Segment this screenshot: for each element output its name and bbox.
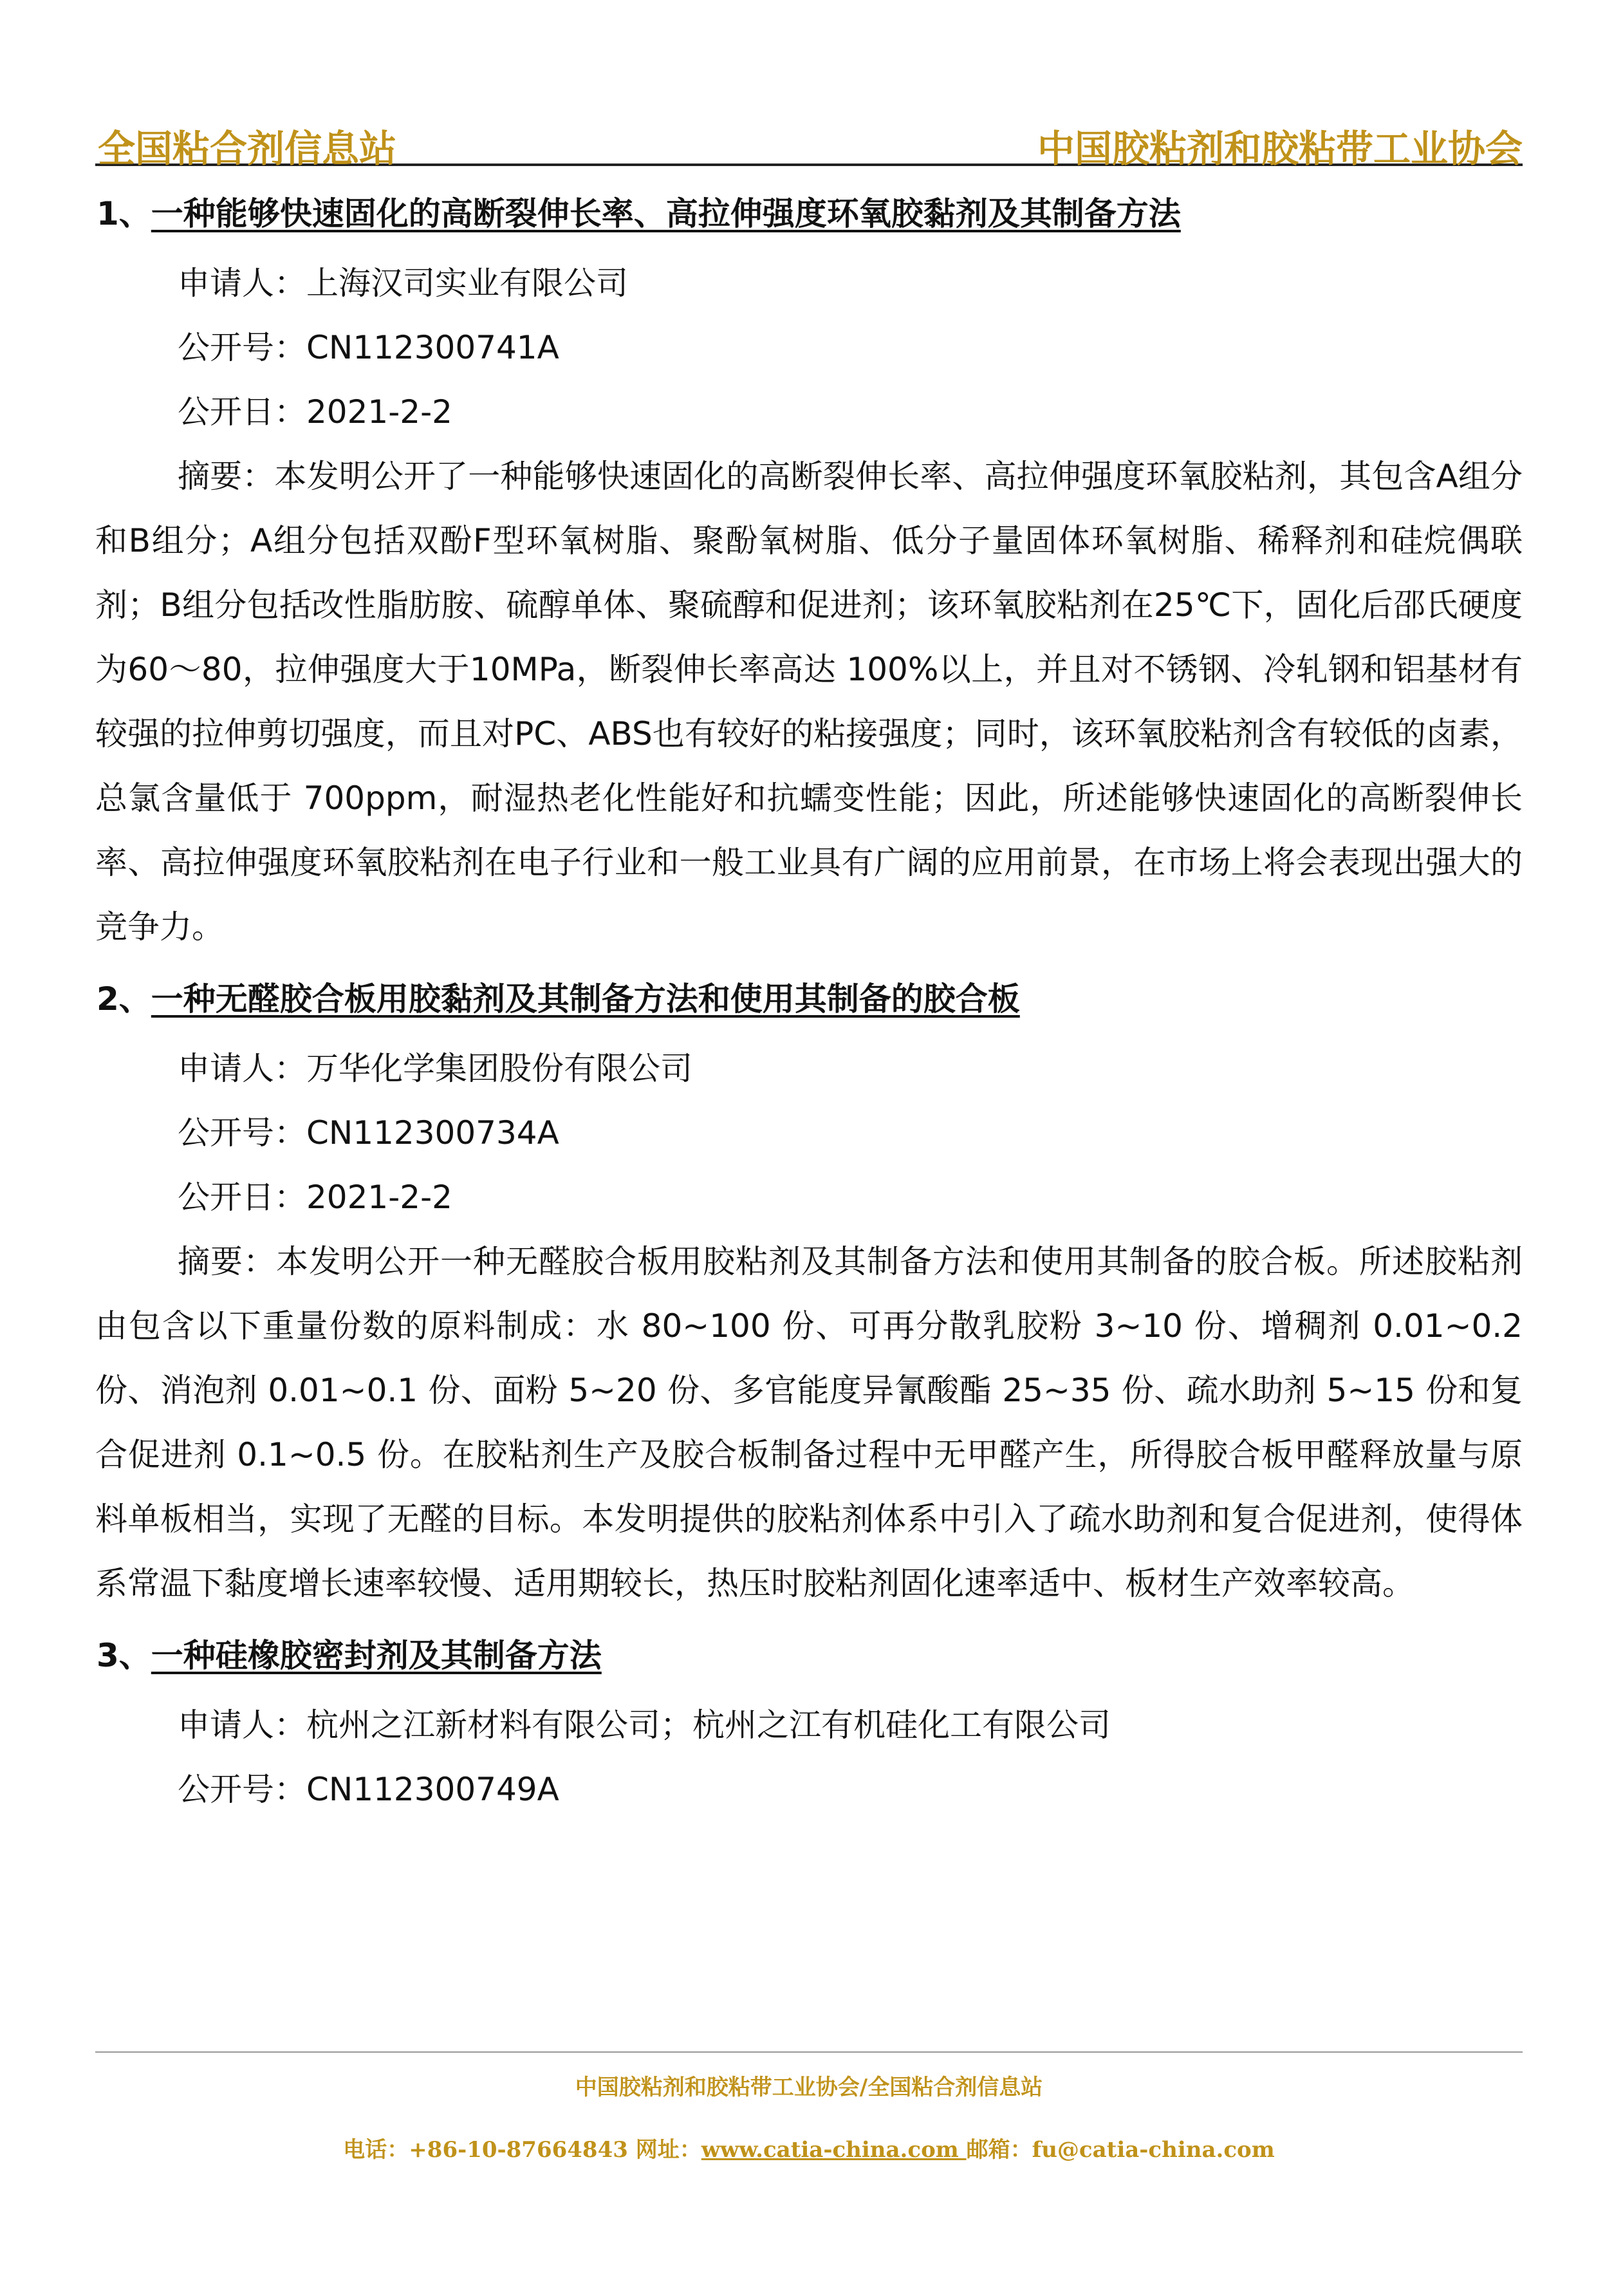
patent-number: 1、 — [97, 195, 151, 232]
publication-date: 公开日：2021-2-2 — [178, 1179, 452, 1216]
applicant: 申请人：万华化学集团股份有限公司 — [178, 1050, 692, 1087]
publication-number: 公开号：CN112300734A — [178, 1114, 559, 1152]
patent-title-text: 一种无醛胶合板用胶黏剂及其制备方法和使用其制备的胶合板 — [151, 980, 1020, 1018]
publication-number: 公开号：CN112300741A — [178, 329, 559, 366]
patent-title — [97, 976, 1523, 1022]
abstract: 摘要：本发明公开一种无醛胶合板用胶粘剂及其制备方法和使用其制备的胶合板。所述胶粘剂由包含以下重量份数的原料制成：水 80~100 份、可再分散乳胶粉 3~10 份、增稠剂 0.01~0.2 份、消泡剂 0.01~0.1 份、面粉 5~20 份、多官能度异氰酸酯 25~35 份、疏水助剂 5~15 份和复合促进剂 0.1~0.5 份。在胶粘剂生产及胶合板制备过程中无甲醛产生，所得胶合板甲醛释放量与原料单板相当，实现了无醛的目标。本发明提供的胶粘剂体系中引入了疏水助剂和复合促进剂，使得体系常温下黏度增长速率较慢、适用期较长，热压时胶粘剂固化速率适中、板材生产效率较高。 — [95, 1243, 1523, 1602]
abstract: 摘要：本发明公开了一种能够快速固化的高断裂伸长率、高拉伸强度环氧胶粘剂，其包含A组分和B组分；A组分包括双酚F型环氧树脂、聚酚氧树脂、低分子量固体环氧树脂、稀释剂和硅烷偶联剂；B组分包括改性脂肪胺、硫醇单体、聚硫醇和促进剂；该环氧胶粘剂在25℃下，固化后邵氏硬度为60～80，拉伸强度大于10MPa，断裂伸长率高达 100%以上，并且对不锈钢、冷轧钢和铝基材有较强的拉伸剪切强度，而且对PC、ABS也有较好的粘接强度；同时，该环氧胶粘剂含有较低的卤素，总氯含量低于 700ppm，耐湿热老化性能好和抗蠕变性能；因此，所述能够快速固化的高断裂伸长率、高拉伸强度环氧胶粘剂在电子行业和一般工业具有广阔的应用前景，在市场上将会表现出强大的竞争力。 — [95, 458, 1523, 946]
applicant: 申请人：上海汉司实业有限公司 — [178, 265, 628, 302]
patent-number: 2、 — [97, 980, 151, 1018]
footer-email: 邮箱：fu@catia-china.com — [966, 2137, 1275, 2163]
header-right-association-name: 中国胶粘剂和胶粘带工业协会 — [1037, 127, 1523, 171]
patent-title-text: 一种硅橡胶密封剂及其制备方法 — [151, 1637, 602, 1674]
patent-number: 3、 — [97, 1637, 151, 1674]
footer-phone: 电话：+86-10-87664843 网址： — [343, 2137, 701, 2163]
patent-entry-3 — [95, 1632, 1523, 1822]
publication-number: 公开号：CN112300749A — [178, 1771, 559, 1808]
publication-date: 公开日：2021-2-2 — [178, 393, 452, 431]
footer-organization: 中国胶粘剂和胶粘带工业协会/全国粘合剂信息站 — [575, 2075, 1043, 2100]
patent-title-text: 一种能够快速固化的高断裂伸长率、高拉伸强度环氧胶黏剂及其制备方法 — [151, 195, 1181, 232]
patent-entry-2 — [95, 976, 1523, 1616]
applicant: 申请人：杭州之江新材料有限公司；杭州之江有机硅化工有限公司 — [178, 1706, 1111, 1744]
footer-website-link[interactable]: www.catia-china.com — [701, 2137, 967, 2163]
page-header — [95, 115, 1523, 171]
patent-title — [97, 1632, 1523, 1679]
patent-title — [97, 191, 1523, 237]
page-footer — [95, 2051, 1523, 2163]
patent-entry-1 — [95, 191, 1523, 959]
header-left-site-name: 全国粘合剂信息站 — [98, 127, 397, 171]
footer-contact — [95, 2132, 1523, 2163]
patent-list — [95, 191, 1523, 1822]
